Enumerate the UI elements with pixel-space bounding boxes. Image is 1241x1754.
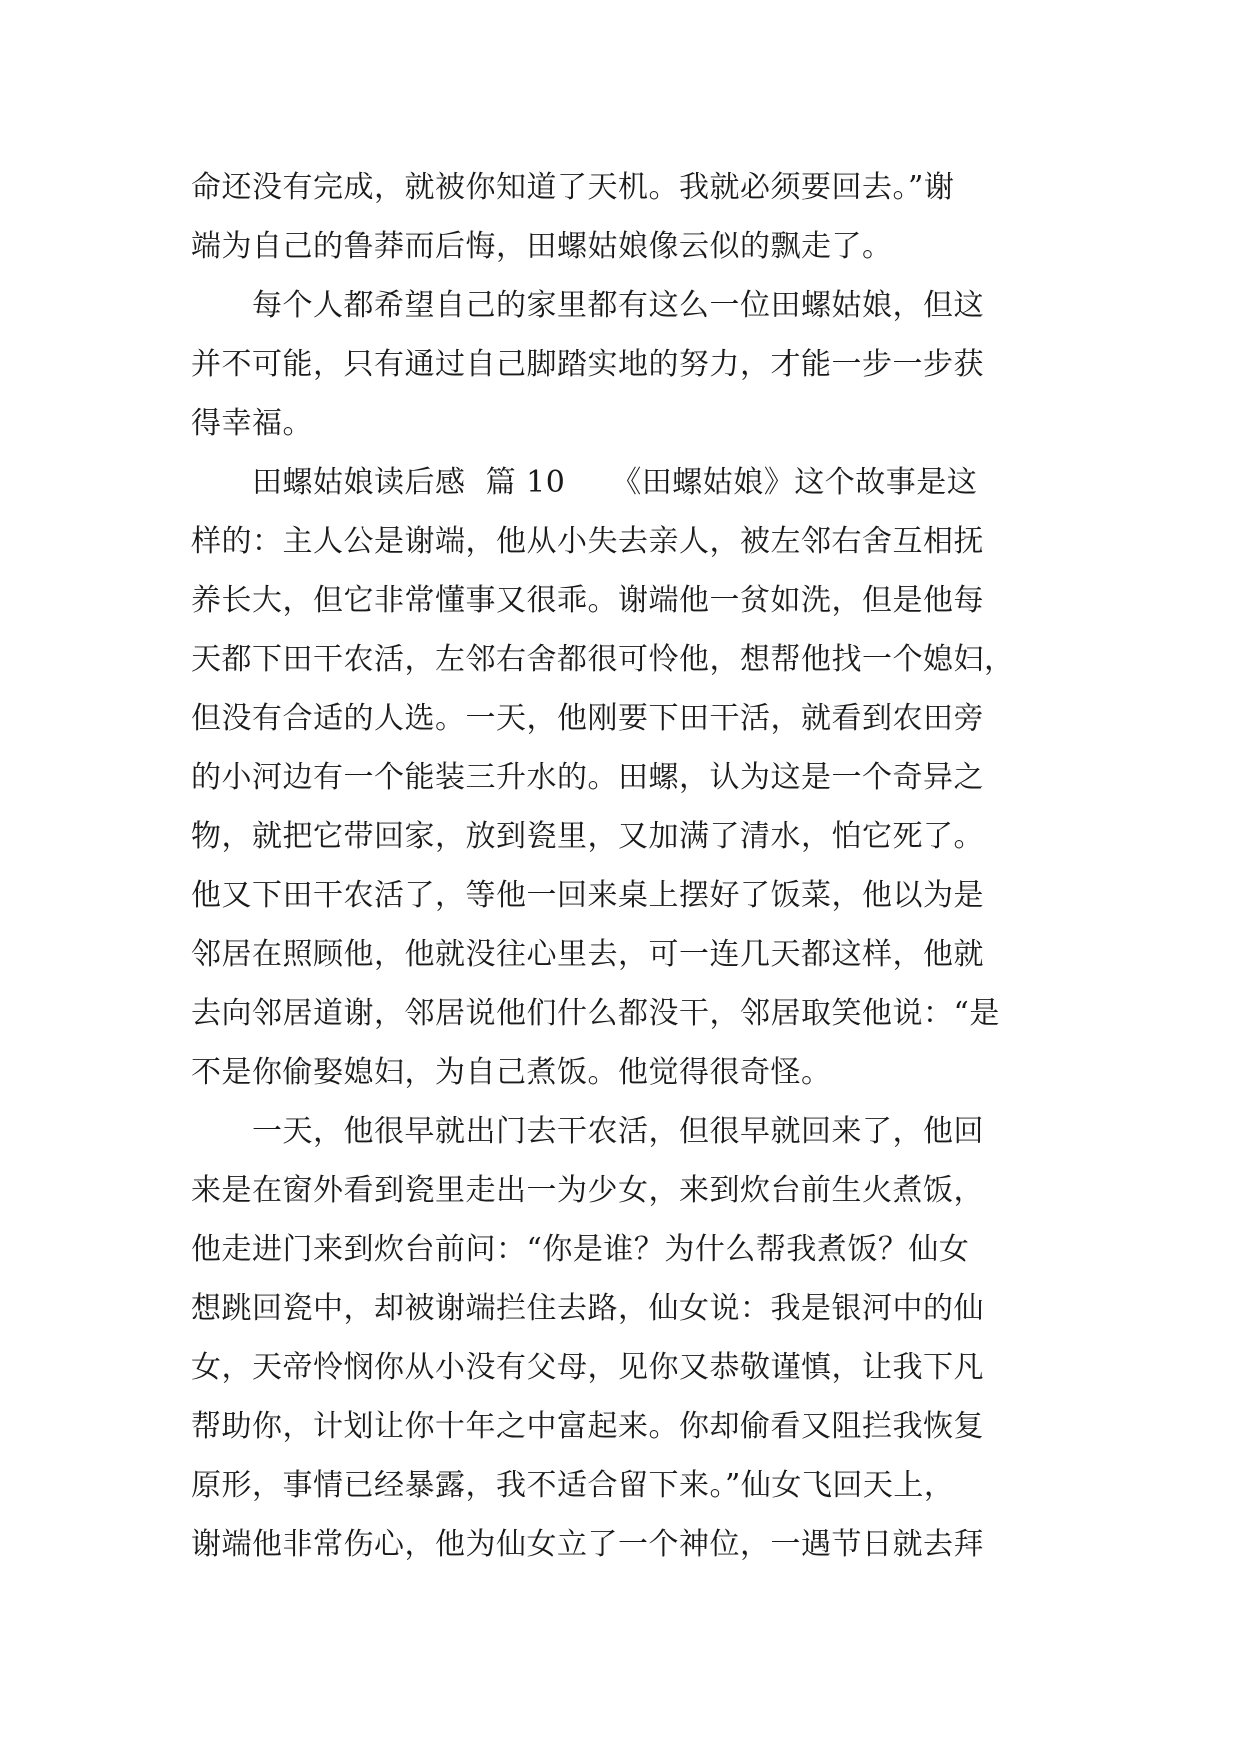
text-line: 他又下田干农活了，等他一回来桌上摆好了饭菜，他以为是 (191, 878, 984, 913)
text-line: 帮助你，计划让你十年之中富起来。你却偷看又阻拦我恢复 (191, 1409, 984, 1444)
text-line: 去向邻居道谢，邻居说他们什么都没干，邻居取笑他说：“是 (191, 996, 1000, 1031)
text-line: 想跳回瓷中，却被谢端拦住去路，仙女说：我是银河中的仙 (191, 1291, 984, 1326)
text-line: 他走进门来到炊台前问：“你是谁？为什么帮我煮饭？仙女 (191, 1232, 970, 1267)
text-line: 得幸福。 (191, 406, 313, 441)
text-line: 并不可能，只有通过自己脚踏实地的努力，才能一步一步获 (191, 347, 984, 382)
text-line: 但没有合适的人选。一天，他刚要下田干活，就看到农田旁 (191, 701, 984, 736)
text-line: 命还没有完成，就被你知道了天机。我就必须要回去。”谢 (191, 170, 955, 205)
text-line: 每个人都希望自己的家里都有这么一位田螺姑娘，但这 (191, 288, 984, 323)
document-body (191, 158, 1051, 1574)
text-line: 邻居在照顾他，他就没往心里去，可一连几天都这样，他就 (191, 937, 984, 972)
text-line: 样的：主人公是谢端，他从小失去亲人，被左邻右舍互相抚 (191, 524, 984, 559)
text-line: 不是你偷娶媳妇，为自己煮饭。他觉得很奇怪。 (191, 1055, 832, 1090)
text-line: 物，就把它带回家，放到瓷里，又加满了清水，怕它死了。 (191, 819, 984, 854)
text-line: 原形，事情已经暴露，我不适合留下来。”仙女飞回天上， (191, 1468, 955, 1503)
text-line: 一天，他很早就出门去干农活，但很早就回来了，他回 (191, 1114, 984, 1149)
text-line: 端为自己的鲁莽而后悔，田螺姑娘像云似的飘走了。 (191, 229, 893, 264)
text-line: 的小河边有一个能装三升水的。田螺，认为这是一个奇异之 (191, 760, 984, 795)
text-line: 来是在窗外看到瓷里走出一为少女，来到炊台前生火煮饭， (191, 1173, 984, 1208)
text-line: 养长大，但它非常懂事又很乖。谢端他一贫如洗，但是他每 (191, 583, 984, 618)
text-line: 谢端他非常伤心，他为仙女立了一个神位，一遇节日就去拜 (191, 1527, 984, 1562)
text-line: 女，天帝怜悯你从小没有父母，见你又恭敬谨慎，让我下凡 (191, 1350, 984, 1385)
section-heading-line: 田螺姑娘读后感 篇 10 《田螺姑娘》这个故事是这 (191, 465, 978, 500)
text-line: 天都下田干农活，左邻右舍都很可怜他，想帮他找一个媳妇， (191, 642, 1015, 677)
